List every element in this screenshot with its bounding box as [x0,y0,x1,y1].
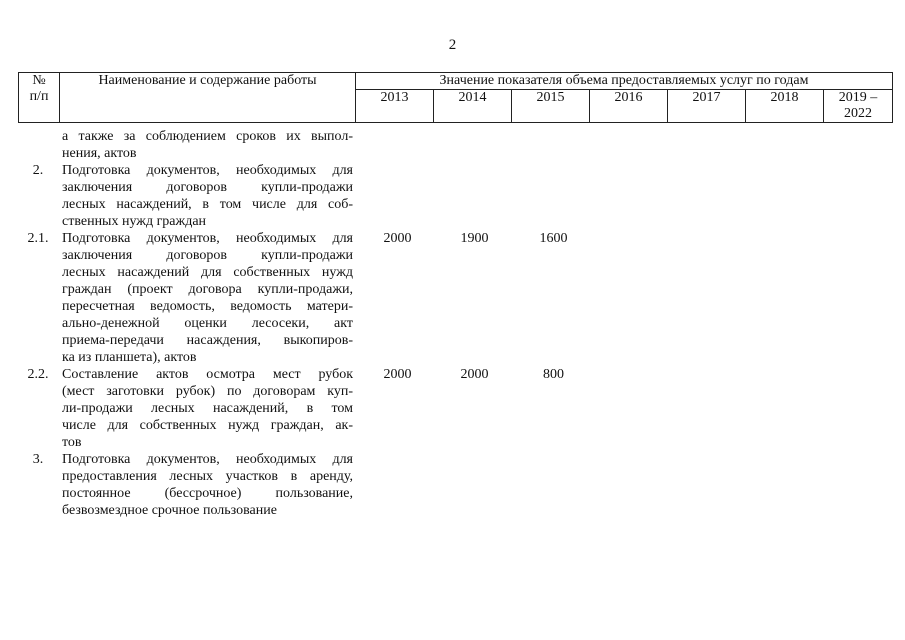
row-text [62,162,353,230]
year-2015: 2015 [512,90,590,123]
row-text [62,230,353,366]
column-header-values: Значение показателя объема предоставляемых услуг по годам [356,73,893,90]
table-row [18,162,888,230]
row-text-line: Подготовка документов, необходимых для [62,452,353,467]
table-body [18,128,888,519]
row-text-line: Подготовка документов, необходимых для [62,163,353,178]
row-text-line: граждан (проект договора купли-продажи, [62,282,353,297]
row-text-line: нения, актов [62,146,137,161]
value-2015: 1600 [539,231,568,246]
table-row [18,366,888,451]
row-text-line: тов [62,435,82,450]
year-2016: 2016 [590,90,668,123]
table-row [18,128,888,162]
table-header [18,72,893,123]
column-header-number [19,73,60,123]
row-text-line: ка из планшета), актов [62,350,197,365]
year-2017: 2017 [668,90,746,123]
table-row [18,451,888,519]
row-number: 3. [32,452,44,467]
row-text-line: лесных насаждений, в том числе для соб- [62,197,353,212]
value-2014: 1900 [460,231,489,246]
year-2019-2022-line1: 2019 – [838,90,878,105]
row-number: 2.1. [27,231,49,246]
row-text-line: ально-денежной оценки лесосеки, акт [62,316,353,331]
row-text-line: лесных насаждений для собственных нужд [62,265,353,280]
row-text [62,366,353,451]
table-row [18,230,888,366]
row-text-line: предоставления лесных участков в аренду, [62,469,353,484]
row-text-line: приема-передачи насаждения, выкопиров- [62,333,353,348]
row-text-line: числе для собственных нужд граждан, ак- [62,418,353,433]
value-2013: 2000 [383,367,412,382]
year-2014: 2014 [434,90,512,123]
value-2014: 2000 [460,367,489,382]
row-text [62,128,353,162]
year-2018: 2018 [746,90,824,123]
row-text-line: безвозмездное срочное пользование [62,503,277,518]
row-text-line: (мест заготовки рубок) по договорам куп- [62,384,353,399]
row-text-line: пересчетная ведомость, ведомость матери- [62,299,353,314]
row-text-line: заключения договоров купли-продажи [62,180,353,195]
row-number: 2.2. [27,367,49,382]
row-text-line: Подготовка документов, необходимых для [62,231,353,246]
year-2019-2022 [824,90,893,123]
row-text-line: ственных нужд граждан [62,214,207,229]
value-2013: 2000 [383,231,412,246]
column-header-number-line1: № [32,73,46,88]
row-text-line: заключения договоров купли-продажи [62,248,353,263]
row-text-line: ли-продажи лесных насаждений, в том [62,401,353,416]
value-2015: 800 [543,367,564,382]
column-header-name: Наименование и содержание работы [60,73,356,123]
row-text-line: а также за соблюдением сроков их выпол- [62,129,353,144]
page-number: 2 [448,37,457,53]
year-2019-2022-line2: 2022 [844,106,872,121]
row-text-line: постоянное (бессрочное) пользование, [62,486,353,501]
row-text [62,451,353,519]
row-number: 2. [32,163,44,178]
year-2013: 2013 [356,90,434,123]
column-header-number-line2: п/п [29,89,49,104]
row-text-line: Составление актов осмотра мест рубок [62,367,353,382]
